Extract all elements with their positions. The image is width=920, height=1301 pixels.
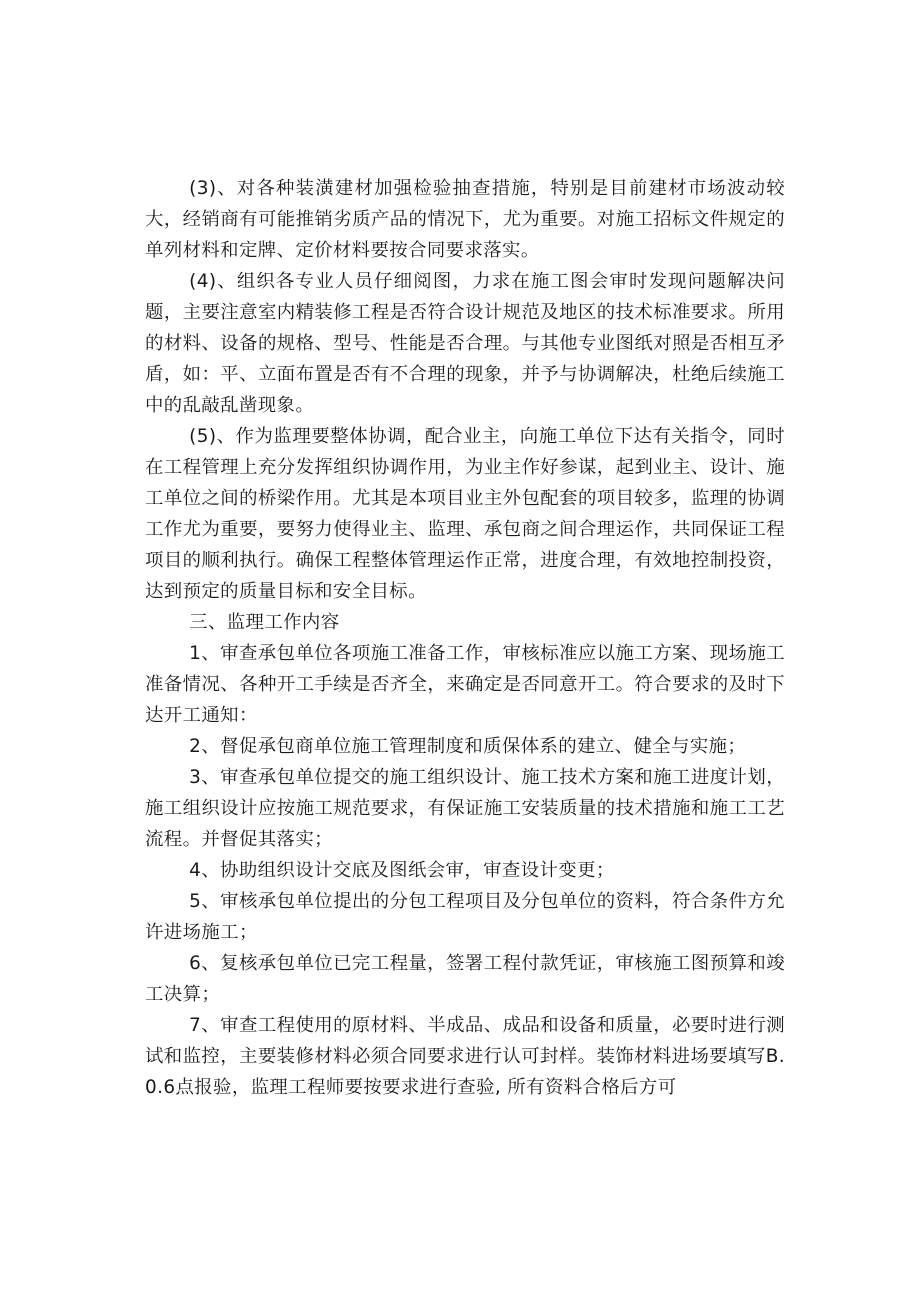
list-item-5: 5、审核承包单位提出的分包工程项目及分包单位的资料，符合条件方允许进场施工； (145, 891, 785, 943)
paragraph-item-4: (4)、组织各专业人员仔细阅图，力求在施工图会审时发现问题解决问题，主要注意室内精装修工程是否符合设计规范及地区的技术标准要求。所用的材料、设备的规格、型号、性能是否合理。与其他专业图纸对照是否相互矛盾，如：平、立面布置是否有不合理的现象，并予与协调解决，杜绝后续施工中的乱敲乱凿现象。 (145, 271, 785, 416)
document-page (145, 173, 785, 1103)
list-item-6: 6、复核承包单位已完工程量，签署工程付款凭证，审核施工图预算和竣工决算； (145, 953, 785, 1005)
list-item-2: 2、督促承包商单位施工管理制度和质保体系的建立、健全与实施； (189, 736, 747, 757)
section-heading: 三、监理工作内容 (189, 612, 340, 633)
paragraph-item-3: (3)、对各种装潢建材加强检验抽查措施，特别是目前建材市场波动较大，经销商有可能推销劣质产品的情况下，尤为重要。对施工招标文件规定的单列材料和定牌、定价材料要按合同要求落实。 (145, 178, 785, 261)
list-item-1: 1、审查承包单位各项施工准备工作，审核标准应以施工方案、现场施工准备情况、各种开工手续是否齐全，来确定是否同意开工。符合要求的及时下达开工通知： (145, 643, 785, 726)
paragraph-item-5: (5)、作为监理要整体协调，配合业主，向施工单位下达有关指令，同时在工程管理上充分发挥组织协调作用，为业主作好参谋，起到业主、设计、施工单位之间的桥梁作用。尤其是本项目业主外包配套的项目较多，监理的协调工作尤为重要，要努力使得业主、监理、承包商之间合理运作，共同保证工程项目的顺利执行。确保工程整体管理运作正常，进度合理，有效地控制投资，达到预定的质量目标和安全目标。 (145, 426, 785, 602)
list-item-7: 7、审查工程使用的原材料、半成品、成品和设备和质量，必要时进行测试和监控，主要装修材料必须合同要求进行认可封样。装饰材料进场要填写B.0.6点报验，监理工程师要按要求进行查验, 所有资料合格后方可 (145, 1015, 785, 1098)
list-item-3: 3、审查承包单位提交的施工组织设计、施工技术方案和施工进度计划，施工组织设计应按施工规范要求，有保证施工安装质量的技术措施和施工工艺流程。并督促其落实； (145, 767, 785, 850)
list-item-4: 4、协助组织设计交底及图纸会审，审查设计变更； (189, 860, 615, 881)
